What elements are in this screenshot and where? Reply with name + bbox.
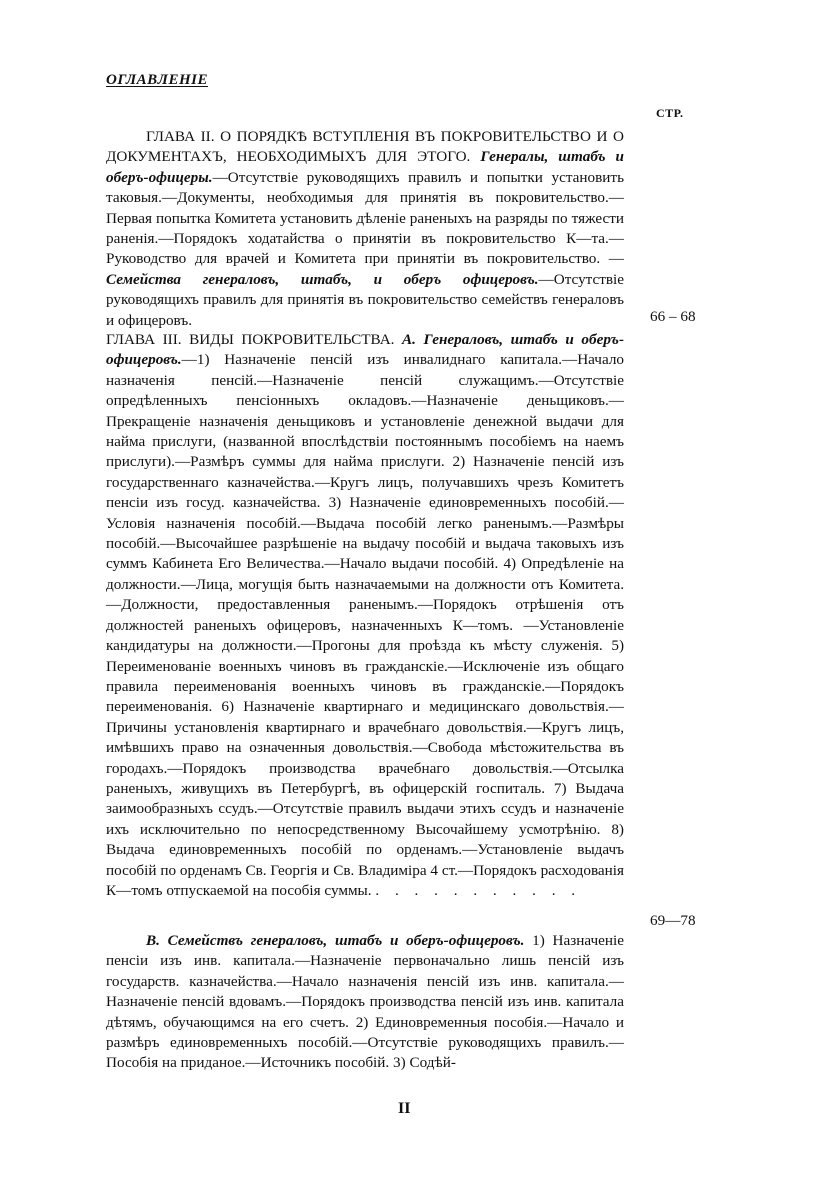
chapter-2-text-families: —Отсутствіе руководящихъ правилъ для принятія въ покровительство семействъ генераловъ и офицеровъ.: [106, 270, 624, 329]
chapter-2-text-officers: —Отсутствіе руководящихъ правилъ и попытки установить таковыя.—Документы, необходимыя для принятія въ покровительство.—Первая попытка Комитета установить дѣленіе раненыхъ на разряды по тяжести раненія.—Порядокъ ходатайства о принятіи въ покровительство К—та.—Руководство для врачей и Комитета при принятіи въ покровительство. —: [106, 168, 624, 268]
toc-entry-chapter-3a: [106, 330, 624, 901]
leader-dots: . . . . . . . . . . .: [375, 881, 582, 899]
page-number: II: [398, 1100, 411, 1117]
chapter-3-subsection-a: А. Генераловъ, штабъ и оберъ-офицеровъ.: [106, 331, 624, 369]
chapter-3-heading: ГЛАВА III. ВИДЫ ПОКРОВИТЕЛЬСТВА.: [106, 331, 395, 348]
chapter-2-subsection-families: Семейства генераловъ, штабъ, и оберъ офицеровъ.: [106, 270, 539, 288]
chapter-3a-page-range: 69—78: [650, 912, 696, 929]
toc-entry-chapter-2: [106, 127, 624, 331]
chapter-2-page-range: 66 – 68: [650, 308, 696, 325]
page-title: ОГЛАВЛЕНІЕ: [106, 72, 208, 88]
chapter-2-heading: ГЛАВА II. О ПОРЯДКѢ ВСТУПЛЕНІЯ ВЪ ПОКРОВИТЕЛЬСТВО И О ДОКУМЕНТАХЪ, НЕОБХОДИМЫХЪ ДЛЯ ЭТОГО.: [106, 128, 624, 166]
page-column-label: СТР.: [656, 106, 684, 120]
chapter-3-text-a: —1) Назначеніе пенсій изъ инвалиднаго капитала.—Начало назначенія пенсій.—Назначеніе пенсій служащимъ.—Отсутствіе опредѣленныхъ пенсіонныхъ окладовъ.—Назначеніе деньщиковъ.—Прекращеніе назначенія деньщиковъ и установленіе денежной выдачи для найма прислуги, (названной впослѣдствіи постояннымъ пособіемъ на наемъ прислуги).—Размѣръ суммы для найма прислуги. 2) Назначеніе пенсій изъ государственнаго казначейства.—Кругъ лицъ, получавшихъ чрезъ Комитетъ пенсіи изъ госуд. казначейства. 3) Назначеніе единовременныхъ пособій.—Условія назначенія пособій.—Выдача пособій легко раненымъ.—Размѣры пособій.—Высочайшее разрѣшеніе на выдачу пособій и выдача таковыхъ изъ суммъ Кабинета Его Величества.—Начало выдачи пособій. 4) Опредѣленіе на должности.—Лица, могущія быть назначаемыми на должности отъ Комитета.—Должности, предоставленныя раненымъ.—Порядокъ отрѣшенія отъ должностей раненыхъ офицеровъ, назначенныхъ К—томъ. —Установленіе кандидатуры на должности.—Прогоны для проѣзда къ мѣсту служенія. 5) Переименованіе военныхъ чиновъ въ гражданскіе.—Исключеніе изъ общаго правила переименованія военныхъ чиновъ въ гражданскіе.—Порядокъ переименованія. 6) Назначеніе квартирнаго и медицинскаго довольствія.—Причины установленія квартирнаго и врачебнаго довольствія.—Кругъ лицъ, имѣвшихъ право на означенныя довольствія.—Свобода мѣстожительства въ городахъ.—Порядокъ производства врачебнаго довольствія.—Отсылка раненыхъ, живущихъ въ Петербургѣ, въ офицерскій госпиталь. 7) Выдача заимообразныхъ ссудъ.—Отсутствіе правилъ выдачи этихъ ссудъ и назначеніе ихъ исключительно по непосредственному Высочайшему усмотрѣнію. 8) Выдача единовременныхъ пособій по орденамъ.—Установленіе выдачъ пособій по орденамъ Св. Георгія и Св. Владиміра 4 ст.—Порядокъ расходованія К—томъ отпускаемой на пособія суммы.: [106, 351, 624, 899]
chapter-2-subsection-officers: Генералы, штабъ и оберъ-офицеры.: [106, 148, 624, 186]
chapter-3-subsection-b: В. Семействъ генераловъ, штабъ и оберъ-офицеровъ.: [146, 932, 525, 949]
toc-entry-chapter-3b: [106, 931, 624, 1074]
chapter-3-text-b: 1) Назначеніе пенсіи изъ инв. капитала.—Назначеніе первоначально лишь пенсій изъ государств. казначейства.—Начало назначенія пенсій изъ инв. капитала.—Назначеніе пенсій вдовамъ.—Порядокъ производства пенсій изъ инв. капитала дѣтямъ, обучающимся на его счетъ. 2) Единовременныя пособія.—Начало и размѣръ единовременныхъ пособій.—Отсутствіе руководящихъ правилъ.—Пособія на приданое.—Источникъ пособій. 3) Содѣй-: [106, 932, 624, 1072]
